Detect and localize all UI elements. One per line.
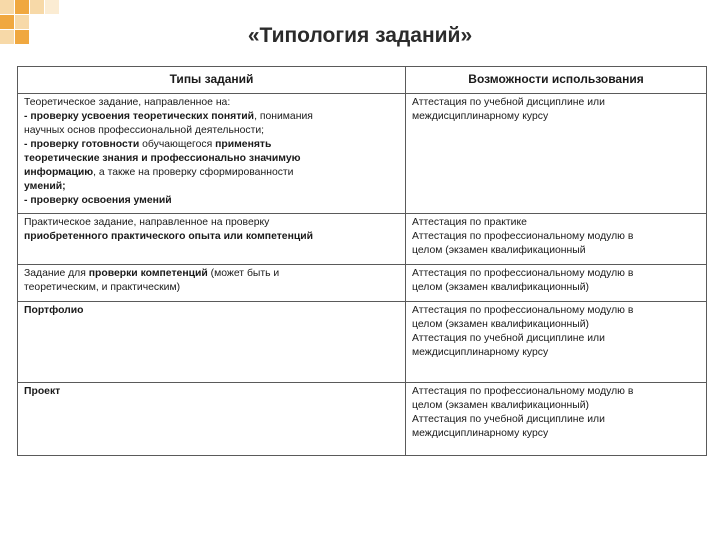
task-type-line — [24, 124, 399, 138]
text: Задание для — [24, 268, 89, 279]
table-row — [18, 265, 707, 302]
usage-line: Аттестация по профессиональному модулю в — [412, 305, 634, 316]
text: (может быть и — [207, 268, 280, 279]
table-row — [18, 383, 707, 456]
bold-text: проверки компетенций — [88, 268, 208, 279]
text: Теоретическое задание, направленное на: — [24, 97, 231, 108]
task-type-cell — [18, 383, 406, 456]
bold-text: Проект — [24, 386, 61, 397]
table-row — [18, 302, 707, 383]
task-type-line — [24, 194, 399, 208]
decor-square — [45, 0, 59, 14]
usage-line: целом (экзамен квалификационный — [412, 245, 586, 256]
text: научных основ профессиональной деятельности; — [24, 125, 265, 136]
usage-line: целом (экзамен квалификационный) — [412, 400, 590, 411]
bold-text: - проверку готовности — [24, 139, 143, 150]
usage-line: целом (экзамен квалификационный) — [412, 282, 590, 293]
task-type-line — [24, 152, 399, 166]
decor-square — [15, 0, 29, 14]
text: обучающегося — [142, 139, 216, 150]
table-body — [18, 94, 707, 456]
decor-square — [30, 0, 44, 14]
typology-table — [17, 66, 707, 456]
bold-text: Портфолио — [24, 305, 84, 316]
usage-line: Аттестация по учебной дисциплине или — [412, 414, 605, 425]
usage-cell — [406, 383, 707, 456]
task-type-line — [24, 216, 399, 230]
bold-text: умений; — [24, 181, 66, 192]
text: , понимания — [254, 111, 313, 122]
usage-line: междисциплинарному курсу — [412, 111, 549, 122]
task-type-line — [24, 110, 399, 124]
usage-line: Аттестация по учебной дисциплине или — [412, 333, 605, 344]
task-type-cell — [18, 265, 406, 302]
usage-line: Аттестация по профессиональному модулю в — [412, 386, 634, 397]
bold-text: приобретенного практического опыта или компетенций — [24, 231, 314, 242]
bold-text: - проверку усвоения теоретических понятий — [24, 111, 255, 122]
bold-text: теоретические знания и профессионально значимую — [24, 153, 301, 164]
bold-text: применять — [215, 139, 272, 150]
task-type-cell — [18, 214, 406, 265]
usage-line: Аттестация по профессиональному модулю в — [412, 268, 634, 279]
decor-square — [0, 0, 14, 14]
usage-line: Аттестация по профессиональному модулю в — [412, 231, 634, 242]
usage-cell — [406, 214, 707, 265]
text: теоретическим, и практическим) — [24, 282, 181, 293]
usage-line: междисциплинарному курсу — [412, 428, 549, 439]
task-type-line — [24, 96, 399, 110]
usage-cell — [406, 94, 707, 214]
text: , а также на проверку сформированности — [93, 167, 294, 178]
task-type-line — [24, 304, 399, 318]
header-usage: Возможности использования — [406, 67, 707, 94]
usage-line: Аттестация по практике — [412, 217, 527, 228]
slide-title: «Типология заданий» — [247, 24, 473, 47]
bold-text: - проверку освоения умений — [24, 195, 172, 206]
task-type-line — [24, 180, 399, 194]
usage-line: целом (экзамен квалификационный) — [412, 319, 590, 330]
table-row — [18, 214, 707, 265]
task-type-line — [24, 281, 399, 295]
header-task-types: Типы заданий — [18, 67, 406, 94]
task-type-cell — [18, 94, 406, 214]
task-type-line — [24, 385, 399, 399]
text: Практическое задание, направленное на проверку — [24, 217, 270, 228]
task-type-line — [24, 166, 399, 180]
usage-cell — [406, 302, 707, 383]
bold-text: информацию — [24, 167, 94, 178]
usage-cell — [406, 265, 707, 302]
task-type-line — [24, 138, 399, 152]
task-type-line — [24, 230, 399, 244]
task-type-cell — [18, 302, 406, 383]
usage-line: Аттестация по учебной дисциплине или — [412, 97, 605, 108]
task-type-line — [24, 267, 399, 281]
table-header-row — [18, 67, 707, 94]
table-row — [18, 94, 707, 214]
usage-line: междисциплинарному курсу — [412, 347, 549, 358]
